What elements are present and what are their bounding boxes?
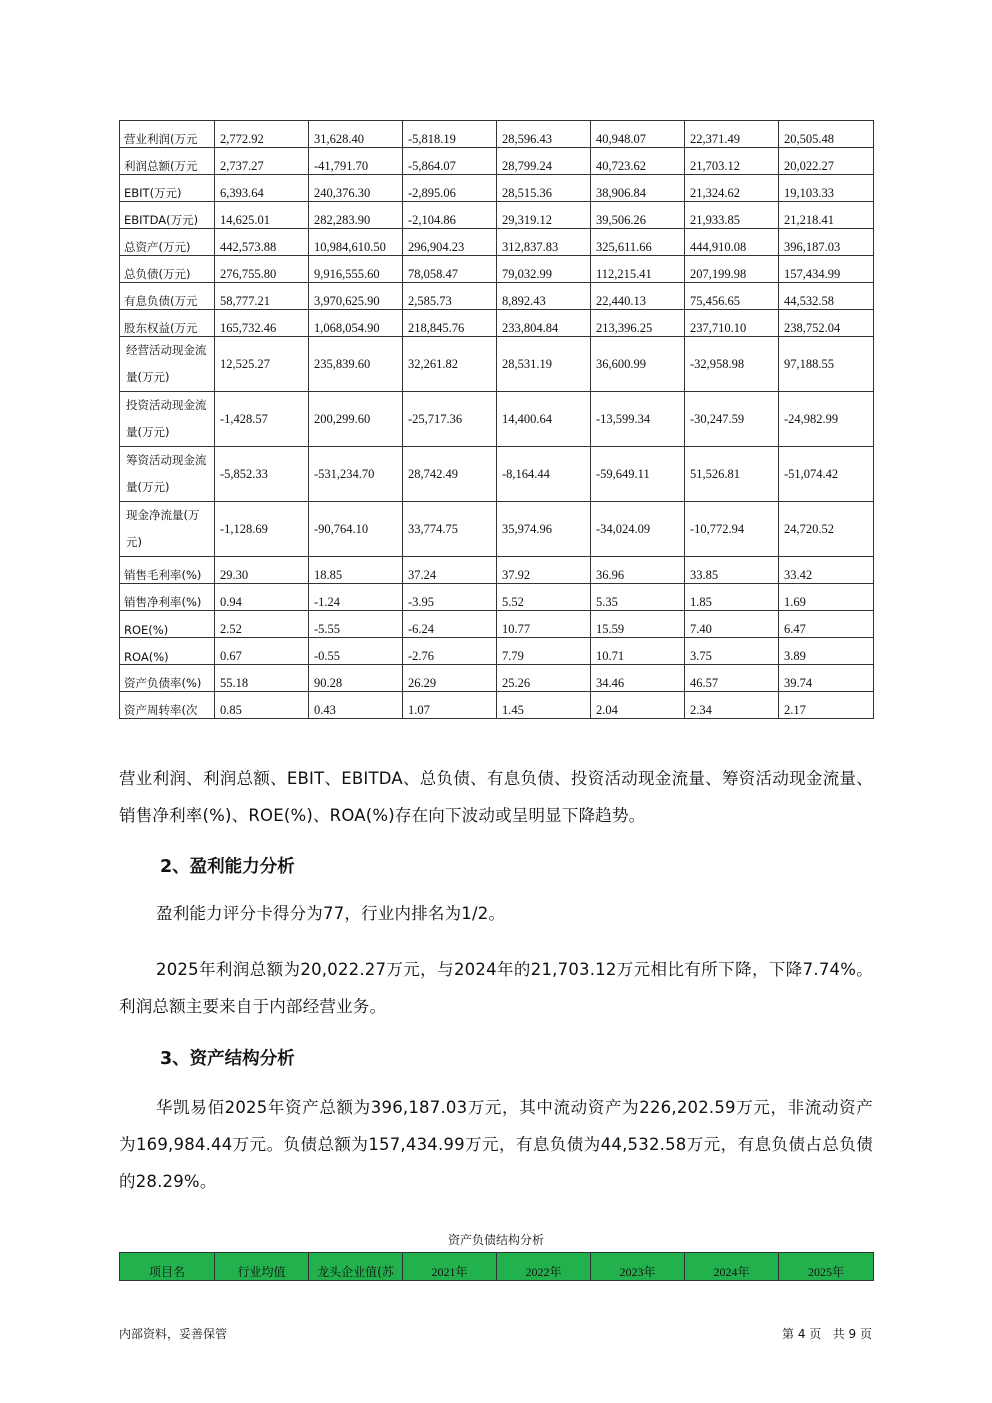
- table-row: [120, 502, 874, 557]
- table-cell: 40,948.07: [591, 121, 685, 148]
- table-cell: 9,916,555.60: [309, 256, 403, 283]
- table-row: [120, 447, 874, 502]
- column-header: 2025年: [779, 1253, 874, 1281]
- table-cell: 21,218.41: [779, 202, 874, 229]
- column-header: 2023年: [591, 1253, 685, 1281]
- table-cell: 97,188.55: [779, 337, 874, 392]
- table-cell: 8,892.43: [497, 283, 591, 310]
- row-label: 资产周转率(次: [120, 692, 215, 719]
- table-cell: 33.42: [779, 557, 874, 584]
- table-cell: 20,505.48: [779, 121, 874, 148]
- table-cell: 90.28: [309, 665, 403, 692]
- table-cell: 233,804.84: [497, 310, 591, 337]
- table-cell: 26.29: [403, 665, 497, 692]
- table-cell: 28,531.19: [497, 337, 591, 392]
- table-cell: 1,068,054.90: [309, 310, 403, 337]
- table-cell: -2.76: [403, 638, 497, 665]
- table-cell: 36.96: [591, 557, 685, 584]
- table-cell: 235,839.60: [309, 337, 403, 392]
- table-cell: 0.67: [215, 638, 309, 665]
- table-row: [120, 557, 874, 584]
- table-cell: 165,732.46: [215, 310, 309, 337]
- table-cell: 7.79: [497, 638, 591, 665]
- table-cell: -90,764.10: [309, 502, 403, 557]
- table-cell: 0.85: [215, 692, 309, 719]
- table-cell: 39.74: [779, 665, 874, 692]
- table-cell: -5,864.07: [403, 148, 497, 175]
- row-label: 总负债(万元): [120, 256, 215, 283]
- row-label: 投资活动现金流量(万元): [120, 392, 215, 447]
- table-cell: -1,428.57: [215, 392, 309, 447]
- table-cell: 1.69: [779, 584, 874, 611]
- table-header-row: [120, 1253, 874, 1281]
- table-cell: 28,742.49: [403, 447, 497, 502]
- table-cell: 112,215.41: [591, 256, 685, 283]
- table-cell: 2.17: [779, 692, 874, 719]
- table-cell: 276,755.80: [215, 256, 309, 283]
- table-row: [120, 638, 874, 665]
- row-label: EBIT(万元): [120, 175, 215, 202]
- table-cell: 282,283.90: [309, 202, 403, 229]
- table-cell: 35,974.96: [497, 502, 591, 557]
- table-cell: 0.94: [215, 584, 309, 611]
- table-cell: -531,234.70: [309, 447, 403, 502]
- table-cell: -0.55: [309, 638, 403, 665]
- table-cell: 37.92: [497, 557, 591, 584]
- section-2-heading: 2、盈利能力分析: [160, 857, 295, 877]
- table-cell: -24,982.99: [779, 392, 874, 447]
- table-cell: 44,532.58: [779, 283, 874, 310]
- table-cell: -5,818.19: [403, 121, 497, 148]
- table-cell: 5.52: [497, 584, 591, 611]
- table-cell: -41,791.70: [309, 148, 403, 175]
- table-cell: 3.89: [779, 638, 874, 665]
- table-cell: 1.85: [685, 584, 779, 611]
- row-label: ROA(%): [120, 638, 215, 665]
- table-cell: 24,720.52: [779, 502, 874, 557]
- table-cell: 51,526.81: [685, 447, 779, 502]
- table-cell: 10,984,610.50: [309, 229, 403, 256]
- table-row: [120, 692, 874, 719]
- table-cell: -3.95: [403, 584, 497, 611]
- table-cell: 238,752.04: [779, 310, 874, 337]
- table-cell: -6.24: [403, 611, 497, 638]
- table-cell: 15.59: [591, 611, 685, 638]
- table-row: [120, 337, 874, 392]
- table-cell: 29,319.12: [497, 202, 591, 229]
- row-label: ROE(%): [120, 611, 215, 638]
- table-cell: 7.40: [685, 611, 779, 638]
- table-cell: 29.30: [215, 557, 309, 584]
- table-cell: 312,837.83: [497, 229, 591, 256]
- row-label: 筹资活动现金流量(万元): [120, 447, 215, 502]
- table-cell: -8,164.44: [497, 447, 591, 502]
- table-cell: 21,933.85: [685, 202, 779, 229]
- table-cell: 28,515.36: [497, 175, 591, 202]
- balance-sheet-structure-table: [119, 1252, 874, 1281]
- table-row: [120, 202, 874, 229]
- table-cell: 21,324.62: [685, 175, 779, 202]
- table-cell: -5.55: [309, 611, 403, 638]
- table-cell: 1.07: [403, 692, 497, 719]
- table-cell: 240,376.30: [309, 175, 403, 202]
- column-header: 行业均值: [215, 1253, 309, 1281]
- table-cell: 3.75: [685, 638, 779, 665]
- table-cell: 36,600.99: [591, 337, 685, 392]
- table-cell: 19,103.33: [779, 175, 874, 202]
- table-cell: 33.85: [685, 557, 779, 584]
- table-cell: -10,772.94: [685, 502, 779, 557]
- table-cell: 58,777.21: [215, 283, 309, 310]
- table-cell: 5.35: [591, 584, 685, 611]
- table-row: [120, 392, 874, 447]
- table-cell: 79,032.99: [497, 256, 591, 283]
- column-header: 2022年: [497, 1253, 591, 1281]
- table-row: [120, 584, 874, 611]
- row-label: EBITDA(万元): [120, 202, 215, 229]
- table-row: [120, 310, 874, 337]
- row-label: 经营活动现金流量(万元): [120, 337, 215, 392]
- table-cell: -34,024.09: [591, 502, 685, 557]
- table-cell: 442,573.88: [215, 229, 309, 256]
- profitability-score-paragraph: 盈利能力评分卡得分为77，行业内排名为1/2。: [156, 904, 506, 923]
- table-cell: -1.24: [309, 584, 403, 611]
- table-cell: -2,895.06: [403, 175, 497, 202]
- row-label: 销售毛利率(%): [120, 557, 215, 584]
- table-cell: -2,104.86: [403, 202, 497, 229]
- table-cell: -32,958.98: [685, 337, 779, 392]
- section-3-heading: 3、资产结构分析: [160, 1049, 295, 1069]
- table-row: [120, 665, 874, 692]
- table-cell: 157,434.99: [779, 256, 874, 283]
- table-cell: 10.71: [591, 638, 685, 665]
- table-cell: 22,371.49: [685, 121, 779, 148]
- table-cell: 3,970,625.90: [309, 283, 403, 310]
- table-cell: 18.85: [309, 557, 403, 584]
- table-cell: 25.26: [497, 665, 591, 692]
- table-cell: 0.43: [309, 692, 403, 719]
- table-cell: 21,703.12: [685, 148, 779, 175]
- table-cell: -59,649.11: [591, 447, 685, 502]
- table-cell: -5,852.33: [215, 447, 309, 502]
- table-cell: 14,625.01: [215, 202, 309, 229]
- table-row: [120, 121, 874, 148]
- column-header: 2024年: [685, 1253, 779, 1281]
- column-header: 项目名: [120, 1253, 215, 1281]
- table-cell: 31,628.40: [309, 121, 403, 148]
- table-cell: 38,906.84: [591, 175, 685, 202]
- table-cell: -25,717.36: [403, 392, 497, 447]
- table-cell: 14,400.64: [497, 392, 591, 447]
- table-cell: 207,199.98: [685, 256, 779, 283]
- footer-confidential-note: 内部资料，妥善保管: [119, 1327, 228, 1341]
- table-cell: 200,299.60: [309, 392, 403, 447]
- row-label: 现金净流量(万元): [120, 502, 215, 557]
- table-cell: 2.04: [591, 692, 685, 719]
- table-cell: -30,247.59: [685, 392, 779, 447]
- table-cell: 39,506.26: [591, 202, 685, 229]
- row-label: 利润总额(万元: [120, 148, 215, 175]
- table-cell: 33,774.75: [403, 502, 497, 557]
- table-cell: 6.47: [779, 611, 874, 638]
- row-label: 总资产(万元): [120, 229, 215, 256]
- table-cell: 296,904.23: [403, 229, 497, 256]
- asset-structure-paragraph: 华凯易佰2025年资产总额为396,187.03万元，其中流动资产为226,202.59万元，非流动资产为169,984.44万元。负债总额为157,434.99万元，有息负债为44,532.58万元，有息负债占总负债的28.29%。: [119, 1098, 873, 1191]
- row-label: 营业利润(万元: [120, 121, 215, 148]
- footer-page-number: 第 4 页 共 9 页: [782, 1327, 872, 1341]
- row-label: 销售净利率(%): [120, 584, 215, 611]
- table-cell: 78,058.47: [403, 256, 497, 283]
- table-cell: 237,710.10: [685, 310, 779, 337]
- table-cell: 22,440.13: [591, 283, 685, 310]
- table-cell: 46.57: [685, 665, 779, 692]
- table-cell: 1.45: [497, 692, 591, 719]
- table-cell: 28,596.43: [497, 121, 591, 148]
- financial-indicators-table: [119, 120, 874, 719]
- table-cell: 218,845.76: [403, 310, 497, 337]
- column-header: 2021年: [403, 1253, 497, 1281]
- row-label: 有息负债(万元: [120, 283, 215, 310]
- table-cell: 34.46: [591, 665, 685, 692]
- table-cell: 20,022.27: [779, 148, 874, 175]
- table-cell: -13,599.34: [591, 392, 685, 447]
- row-label: 资产负债率(%): [120, 665, 215, 692]
- table-cell: 396,187.03: [779, 229, 874, 256]
- profit-total-paragraph: 2025年利润总额为20,022.27万元，与2024年的21,703.12万元相比有所下降，下降7.74%。利润总额主要来自于内部经营业务。: [119, 960, 873, 1016]
- table-cell: 28,799.24: [497, 148, 591, 175]
- table-cell: 75,456.65: [685, 283, 779, 310]
- table-cell: 2,772.92: [215, 121, 309, 148]
- table-cell: 444,910.08: [685, 229, 779, 256]
- table-cell: 213,396.25: [591, 310, 685, 337]
- table-cell: 2.52: [215, 611, 309, 638]
- table-cell: 37.24: [403, 557, 497, 584]
- column-header: 龙头企业值(苏: [309, 1253, 403, 1281]
- table-cell: 55.18: [215, 665, 309, 692]
- table-cell: 2.34: [685, 692, 779, 719]
- table-cell: 325,611.66: [591, 229, 685, 256]
- table-row: [120, 175, 874, 202]
- table-row: [120, 283, 874, 310]
- table-row: [120, 256, 874, 283]
- table-cell: 12,525.27: [215, 337, 309, 392]
- table-row: [120, 229, 874, 256]
- table-cell: 10.77: [497, 611, 591, 638]
- table-cell: 6,393.64: [215, 175, 309, 202]
- table-cell: 2,737.27: [215, 148, 309, 175]
- table-cell: -51,074.42: [779, 447, 874, 502]
- table-cell: 2,585.73: [403, 283, 497, 310]
- trend-summary-paragraph: 营业利润、利润总额、EBIT、EBITDA、总负债、有息负债、投资活动现金流量、筹资活动现金流量、销售净利率(%)、ROE(%)、ROA(%)存在向下波动或呈明显下降趋势。: [119, 769, 873, 825]
- table-cell: 32,261.82: [403, 337, 497, 392]
- table-cell: 40,723.62: [591, 148, 685, 175]
- table-cell: -1,128.69: [215, 502, 309, 557]
- table-row: [120, 611, 874, 638]
- table-row: [120, 148, 874, 175]
- balance-sheet-table-caption: 资产负债结构分析: [447, 1233, 544, 1247]
- row-label: 股东权益(万元: [120, 310, 215, 337]
